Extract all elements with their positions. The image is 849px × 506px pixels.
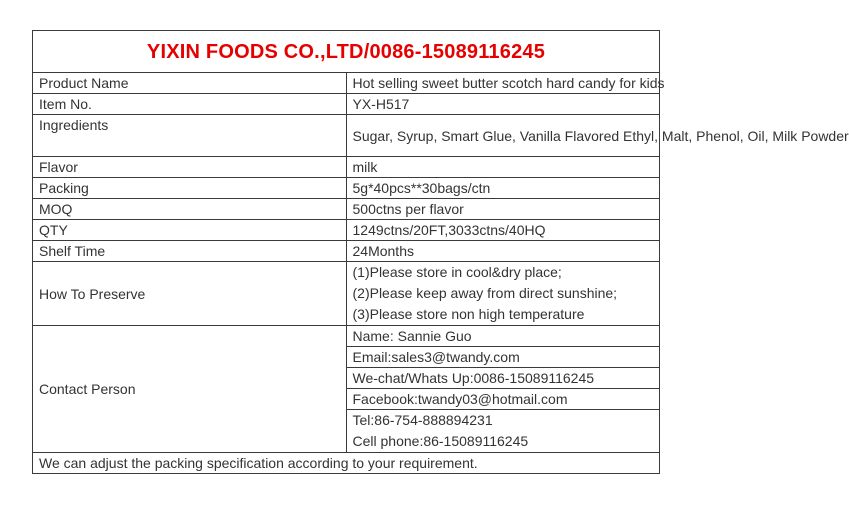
table-row: [33, 178, 660, 199]
row-value-product-name: Hot selling sweet butter scotch hard candy for kids: [346, 73, 660, 94]
contact-cell: Cell phone:86-15089116245: [352, 433, 529, 449]
contact-phones: [346, 410, 660, 453]
table-row: [33, 157, 660, 178]
row-label-moq: MOQ: [33, 199, 347, 220]
row-label-ingredients: Ingredients: [33, 115, 347, 157]
table-row: [33, 241, 660, 262]
row-label-shelf-time: Shelf Time: [33, 241, 347, 262]
row-value-ingredients: Sugar, Syrup, Smart Glue, Vanilla Flavored Ethyl, Malt, Phenol, Oil, Milk Powder: [346, 115, 660, 157]
footer-note: We can adjust the packing specification according to your requirement.: [33, 453, 660, 474]
row-label-how-to-preserve: How To Preserve: [33, 262, 347, 326]
row-label-product-name: Product Name: [33, 73, 347, 94]
row-value-shelf-time: 24Months: [346, 241, 660, 262]
contact-facebook: Facebook:twandy03@hotmail.com: [346, 389, 660, 410]
table-row: [33, 115, 660, 157]
table-row: [33, 73, 660, 94]
table-row: [33, 262, 660, 326]
row-label-flavor: Flavor: [33, 157, 347, 178]
preserve-line-3: (3)Please store non high temperature: [352, 306, 585, 322]
table-row: [33, 94, 660, 115]
row-value-how-to-preserve: [346, 262, 660, 326]
table-row: [33, 326, 660, 347]
row-value-moq: 500ctns per flavor: [346, 199, 660, 220]
preserve-line-1: (1)Please store in cool&dry place;: [352, 264, 562, 280]
product-spec-table: [32, 30, 849, 474]
row-value-qty: 1249ctns/20FT,3033ctns/40HQ: [346, 220, 660, 241]
company-title: YIXIN FOODS CO.,LTD/0086-15089116245: [33, 31, 660, 73]
contact-wechat: We-chat/Whats Up:0086-15089116245: [346, 368, 660, 389]
preserve-line-2: (2)Please keep away from direct sunshine;: [352, 285, 618, 301]
contact-email: Email:sales3@twandy.com: [346, 347, 660, 368]
row-label-qty: QTY: [33, 220, 347, 241]
row-value-flavor: milk: [346, 157, 660, 178]
row-label-contact-person: Contact Person: [33, 326, 347, 453]
row-value-item-no: YX-H517: [346, 94, 660, 115]
table-row: [33, 220, 660, 241]
contact-tel: Tel:86-754-888894231: [352, 412, 493, 428]
row-label-item-no: Item No.: [33, 94, 347, 115]
row-value-packing: 5g*40pcs**30bags/ctn: [346, 178, 660, 199]
row-label-packing: Packing: [33, 178, 347, 199]
contact-name: Name: Sannie Guo: [346, 326, 660, 347]
table-row: [33, 199, 660, 220]
